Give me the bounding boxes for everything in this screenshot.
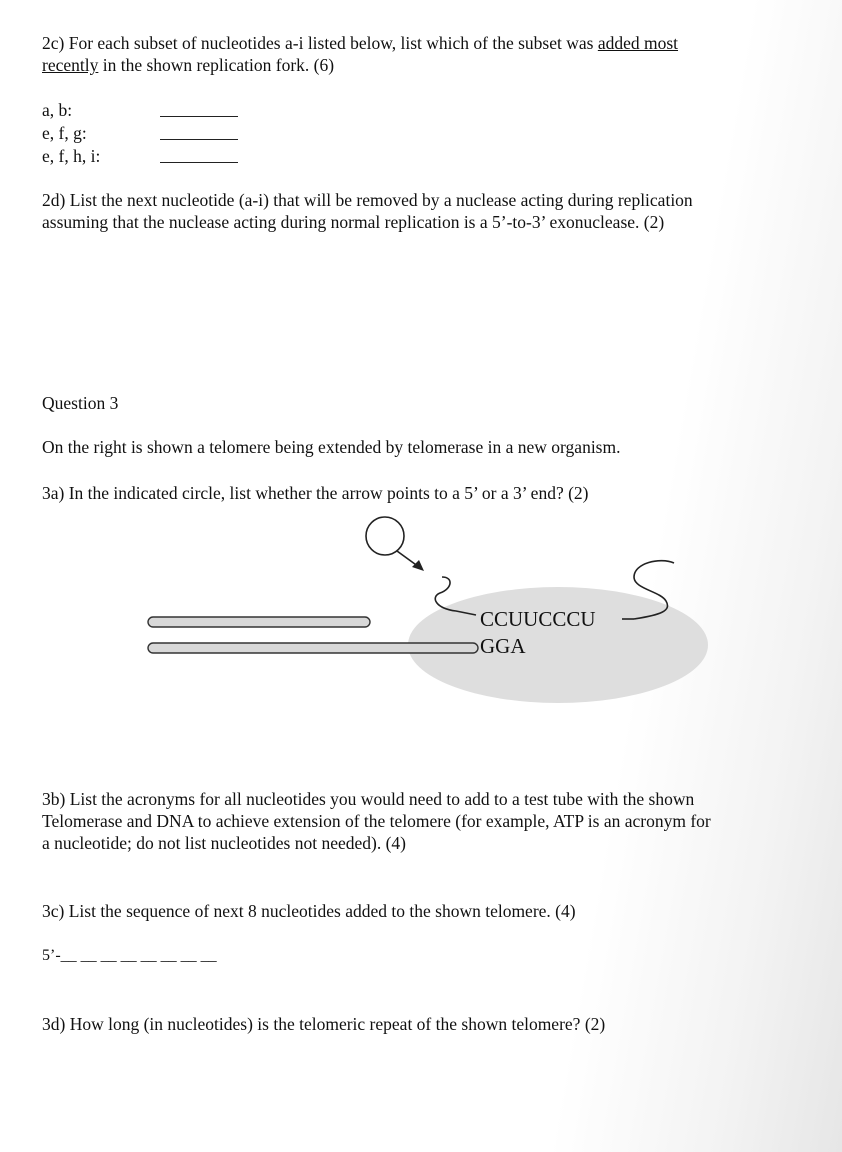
q2c-answer-row-1	[42, 100, 342, 122]
indicated-circle[interactable]	[366, 517, 404, 555]
arrow-head-icon	[412, 560, 424, 571]
sequence-blanks[interactable]: __ __ __ __ __ __ __ __	[60, 947, 217, 964]
dna-strand-lower	[148, 643, 478, 653]
answer-label: e, f, g:	[42, 123, 87, 143]
q3b-line-3: a nucleotide; do not list nucleotides not needed). (4)	[42, 833, 406, 853]
q2c-answer-row-2	[42, 123, 342, 145]
q2c-line-1	[42, 33, 678, 54]
answer-blank[interactable]	[160, 139, 238, 140]
q3d-text: 3d) How long (in nucleotides) is the telomeric repeat of the shown telomere? (2)	[42, 1014, 606, 1034]
answer-blank[interactable]	[160, 162, 238, 163]
question-3-heading: Question 3	[42, 393, 119, 413]
answer-label: e, f, h, i:	[42, 146, 101, 166]
q2c-underlined-text: added most	[597, 33, 679, 53]
q2c-underlined-text-2: recently	[42, 55, 99, 75]
q3c-answer-line[interactable]	[42, 947, 217, 965]
answer-label: a, b:	[42, 100, 73, 120]
q2d-line-2: assuming that the nuclease acting during normal replication is a 5’-to-3’ exonuclease. (2)	[42, 212, 665, 232]
q2c-text: 2c) For each subset of nucleotides a-i listed below, list which of the subset was	[42, 33, 598, 53]
q3-intro: On the right is shown a telomere being extended by telomerase in a new organism.	[42, 437, 621, 457]
q2d-line-1: 2d) List the next nucleotide (a-i) that will be removed by a nuclease acting during replication	[42, 190, 693, 210]
q2c-answer-row-3	[42, 146, 342, 168]
q3c-text: 3c) List the sequence of next 8 nucleotides added to the shown telomere. (4)	[42, 901, 576, 921]
q3b-line-2: Telomerase and DNA to achieve extension of the telomere (for example, ATP is an acronym for	[42, 811, 711, 831]
rna-template-sequence: CCUUCCCU	[480, 607, 596, 631]
five-prime-label: 5’-	[42, 947, 61, 964]
dna-strand-upper	[148, 617, 370, 627]
q3a-text: 3a) In the indicated circle, list whether the arrow points to a 5’ or a 3’ end? (2)	[42, 483, 589, 503]
telomere-diagram	[140, 505, 720, 710]
q3b-line-1: 3b) List the acronyms for all nucleotides you would need to add to a test tube with the shown	[42, 789, 695, 809]
dna-extension-sequence: GGA	[480, 634, 526, 658]
answer-blank[interactable]	[160, 116, 238, 117]
q2c-text-2: in the shown replication fork. (6)	[98, 55, 335, 75]
q2c-line-2	[42, 55, 334, 76]
